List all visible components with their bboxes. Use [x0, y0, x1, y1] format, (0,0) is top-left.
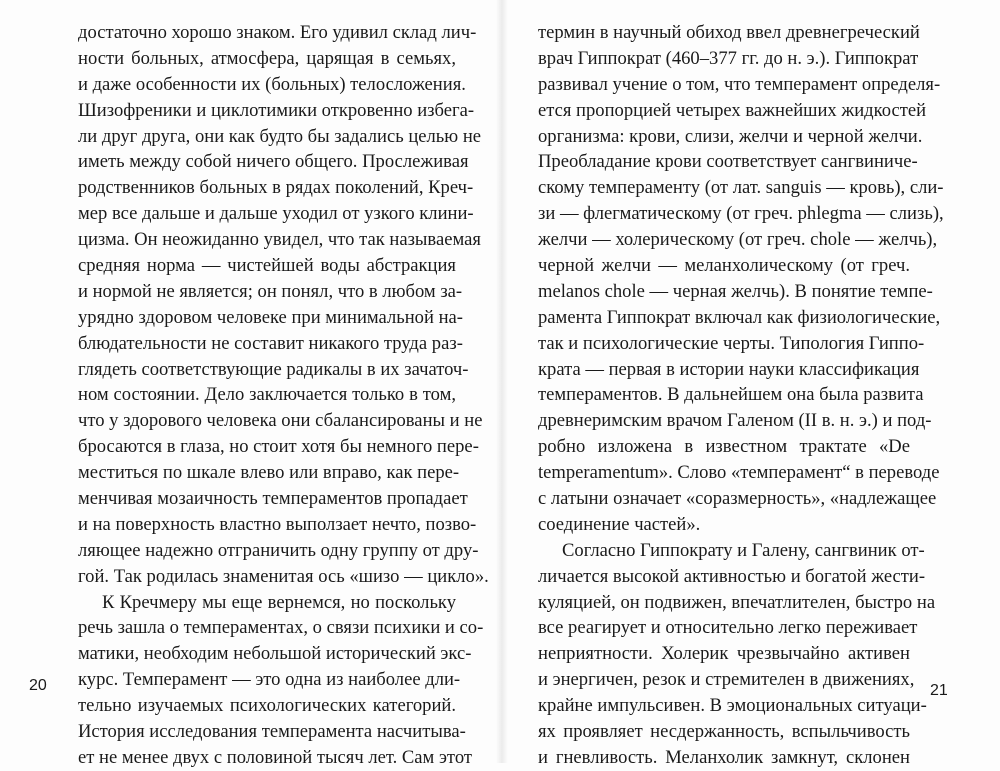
text-line: и гневливость. Меланхолик замкнут, склонен [538, 746, 910, 768]
text-line: и нормой не является; он понял, что в любом за- [78, 280, 463, 302]
text-line: с латыни означает «соразмерность», «надлежащее [538, 488, 937, 510]
text-line: бросаются в глаза, но стоит хотя бы немного пере- [78, 436, 479, 458]
text-line: ляющее надежно отграничить одну группу от дру- [78, 539, 479, 561]
text-line: что у здорового человека они сбалансированы и не [78, 410, 483, 432]
text-line: и даже особенности их (больных) телосложения. [78, 73, 466, 95]
text-line: родственников больных в рядах поколений, Креч- [78, 177, 474, 199]
text-line: матики, необходим небольшой исторический экс- [78, 643, 472, 665]
text-line: глядеть соответствующие радикалы в их зачаточ- [78, 358, 469, 380]
text-line: цизма. Он неожиданно увидел, что так называемая [78, 229, 481, 251]
text-line: черной желчи — меланхолическому (от греч. [538, 255, 910, 277]
text-line: достаточно хорошо знаком. Его удивил склад лич- [78, 22, 477, 43]
text-line: История исследования темперамента насчитыва- [78, 721, 466, 743]
text-line: темпераментов. В дальнейшем она была развита [538, 384, 924, 406]
text-line: иметь между собой ничего общего. Прослеживая [78, 151, 469, 173]
text-line: Шизофреники и циклотимики откровенно избега- [78, 99, 475, 121]
text-line: средняя норма — чистейшей воды абстракция [78, 255, 456, 277]
text-line: менчивая мозаичность темпераментов пропадает [78, 488, 468, 510]
text-line: Согласно Гиппократу и Галену, сангвиник от- [562, 539, 925, 561]
text-line: скому темпераменту (от лат. sanguis — кровь), сли- [538, 177, 944, 199]
text-line: К Кречмеру мы еще вернемся, но поскольку [102, 591, 456, 613]
right-page-number: 21 [930, 682, 948, 699]
text-line: речь зашла о темпераментах, о связи психики и со- [78, 617, 484, 639]
text-line: развивал учение о том, что темперамент определя- [538, 73, 941, 95]
text-line: ности больных, атмосфера, царящая в семьях, [78, 47, 456, 69]
text-line: тельно изучаемых психологических категорий. [78, 695, 456, 717]
text-line: ли друг друга, они как будто бы задались целью не [78, 125, 482, 147]
text-line: так и психологические черты. Типология Гиппо- [538, 332, 925, 354]
text-line: желчи — холерическому (от греч. chole — желчь), [538, 229, 938, 251]
book-gutter [496, 0, 508, 763]
text-line: блюдательности не составит никакого труда раз- [78, 332, 463, 354]
text-line: мер все дальше и дальше уходил от узкого клини- [78, 203, 474, 225]
text-line: ется пропорцией четырех важнейших жидкостей [538, 99, 927, 121]
text-line: куляцией, он подвижен, впечатлителен, быстро на [538, 591, 936, 613]
text-line: врач Гиппократ (460–377 гг. до н. э.). Гиппократ [538, 47, 919, 69]
text-line: урядно здоровом человеке при минимальной на- [78, 306, 463, 328]
text-line: ет не менее двух с половиной тысяч лет. Сам этот [78, 746, 472, 768]
text-line: соединение частей». [538, 513, 701, 535]
text-line: все реагирует и относительно легко переживает [538, 617, 918, 639]
text-line: гой. Так родилась знаменитая ось «шизо — цикло». [78, 565, 489, 587]
text-line: организма: крови, слизи, желчи и черной желчи. [538, 125, 923, 147]
text-line: Преобладание крови соответствует сангвиниче- [538, 151, 918, 173]
text-line: термин в научный обиход ввел древнегреческий [538, 22, 920, 43]
left-page-number: 20 [29, 677, 47, 694]
text-line: и на поверхность властно выползает нечто, позво- [78, 513, 477, 535]
text-line: и энергичен, резок и стремителен в движениях, [538, 669, 915, 691]
text-line: temperamentum». Слово «темперамент“ в переводе [538, 462, 940, 484]
text-line: меститься по шкале влево или вправо, как пере- [78, 462, 460, 484]
left-page-body [78, 20, 489, 771]
text-line: неприятности. Холерик чрезвычайно активен [538, 643, 910, 665]
text-line: курс. Темперамент — это одна из наиболее дли- [78, 669, 461, 691]
text-line: melanos chole — черная желчь). В понятие темпе- [538, 280, 933, 302]
text-line: робно изложена в известном трактате «De [538, 436, 910, 458]
text-line: крата — первая в истории науки классификация [538, 358, 920, 380]
text-line: древнеримским врачом Галеном (II в. н. э.) и под- [538, 410, 932, 432]
text-line: личается высокой активностью и богатой жести- [538, 565, 926, 587]
text-line: крайне импульсивен. В эмоциональных ситуаци- [538, 695, 927, 717]
text-line: зи — флегматическому (от греч. phlegma — слизь), [538, 203, 944, 225]
text-line: ях проявляет несдержанность, вспыльчивость [538, 721, 910, 743]
text-line: рамента Гиппократ включал как физиологические, [538, 306, 941, 328]
text-line: ном состоянии. Дело заключается только в том, [78, 384, 456, 406]
